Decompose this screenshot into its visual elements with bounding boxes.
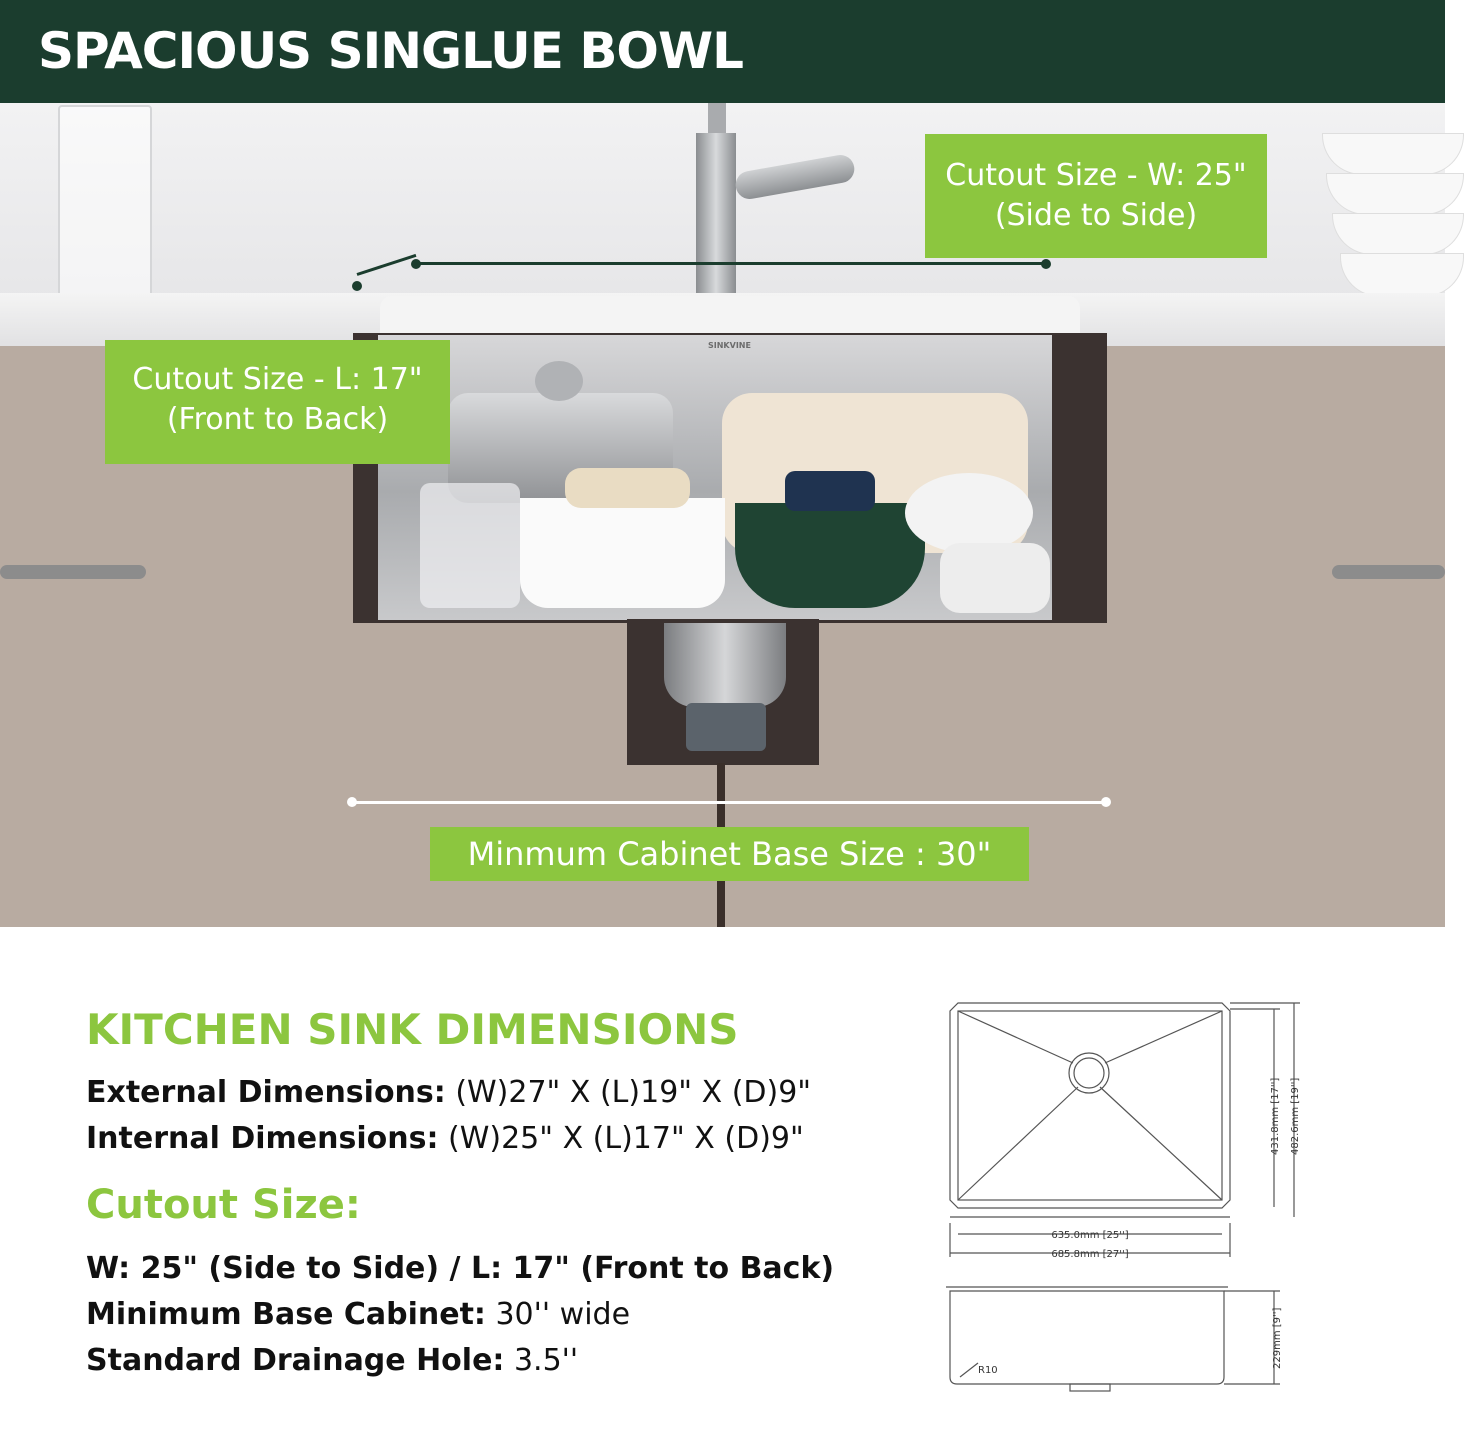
stacked-bowl	[1332, 213, 1464, 255]
dim-outer-width: 685.8mm [27'']	[1051, 1249, 1129, 1260]
drainage-hole	[86, 1343, 578, 1378]
cutout-value: W: 25" (Side to Side) / L: 17" (Front to Back)	[86, 1251, 835, 1286]
dimension-dot	[347, 797, 357, 807]
sink-rim	[380, 296, 1080, 336]
cabinet-value: 30'' wide	[495, 1297, 631, 1332]
sink-brand: SINKVINE	[708, 341, 751, 350]
glasses	[420, 483, 520, 608]
internal-label: Internal Dimensions:	[86, 1121, 439, 1156]
navy-bowl	[785, 471, 875, 511]
internal-value: (W)25" X (L)17" X (D)9"	[448, 1121, 804, 1156]
base-cabinet-label: Minmum Cabinet Base Size : 30"	[430, 827, 1029, 881]
base-cabinet	[86, 1297, 630, 1332]
sink-photo	[0, 103, 1445, 927]
external-dimensions	[86, 1075, 811, 1110]
cutout-heading: Cutout Size:	[86, 1182, 361, 1228]
drain-strainer	[664, 623, 786, 707]
drain-value: 3.5''	[513, 1343, 579, 1378]
dim-radius: R10	[978, 1365, 998, 1376]
cabinet-label: Minimum Base Cabinet:	[86, 1297, 486, 1332]
drain-hole-inner	[1074, 1058, 1104, 1088]
faucet	[696, 133, 736, 296]
pot-lid-knob	[535, 361, 583, 401]
length-label-line1: Cutout Size - L: 17"	[132, 362, 423, 397]
green-bowl	[735, 503, 925, 608]
plate-stack	[940, 543, 1050, 613]
page-title: SPACIOUS SINGLUE BOWL	[38, 22, 743, 80]
cabinet-handle-left	[0, 565, 146, 579]
length-label-line2: (Front to Back)	[166, 402, 389, 437]
width-label-line2: (Side to Side)	[994, 198, 1198, 233]
dimensions-heading: KITCHEN SINK DIMENSIONS	[86, 1005, 739, 1054]
dim-inner-length: 431.8mm [17'']	[1270, 1077, 1281, 1155]
width-label-line1: Cutout Size - W: 25"	[945, 158, 1247, 193]
stacked-bowl	[1326, 173, 1464, 215]
cabinet-handle-right	[1332, 565, 1445, 579]
stacked-bowl	[1340, 253, 1464, 297]
white-plate	[905, 473, 1033, 553]
drain-outlet	[1070, 1384, 1110, 1391]
external-label: External Dimensions:	[86, 1075, 446, 1110]
external-value: (W)27" X (L)19" X (D)9"	[455, 1075, 812, 1110]
base-dimension-line	[352, 801, 1108, 804]
dimension-dot	[411, 259, 421, 269]
drain-pipe	[686, 703, 766, 751]
dim-depth: 229mm [9'']	[1272, 1307, 1283, 1369]
dimension-dot	[352, 281, 362, 291]
white-casserole	[520, 498, 725, 608]
beige-bowl	[565, 468, 690, 508]
technical-drawing	[940, 995, 1301, 1415]
dimension-dot	[1041, 259, 1051, 269]
glass-vase	[58, 105, 152, 307]
title-banner	[0, 0, 1445, 103]
sink-outline-inner	[958, 1011, 1222, 1200]
drain-hole-outer	[1069, 1053, 1109, 1093]
width-dimension-line	[416, 262, 1046, 265]
width-label	[925, 134, 1267, 258]
cutout-size	[86, 1251, 834, 1286]
sink-outline-outer	[950, 1003, 1230, 1208]
internal-dimensions	[86, 1121, 804, 1156]
dim-inner-width: 635.0mm [25'']	[1051, 1230, 1129, 1241]
length-label	[105, 340, 450, 464]
drain-label: Standard Drainage Hole:	[86, 1343, 505, 1378]
stacked-bowl	[1322, 133, 1464, 175]
dim-outer-length: 482.6mm [19'']	[1290, 1077, 1301, 1155]
dimension-dot	[1101, 797, 1111, 807]
